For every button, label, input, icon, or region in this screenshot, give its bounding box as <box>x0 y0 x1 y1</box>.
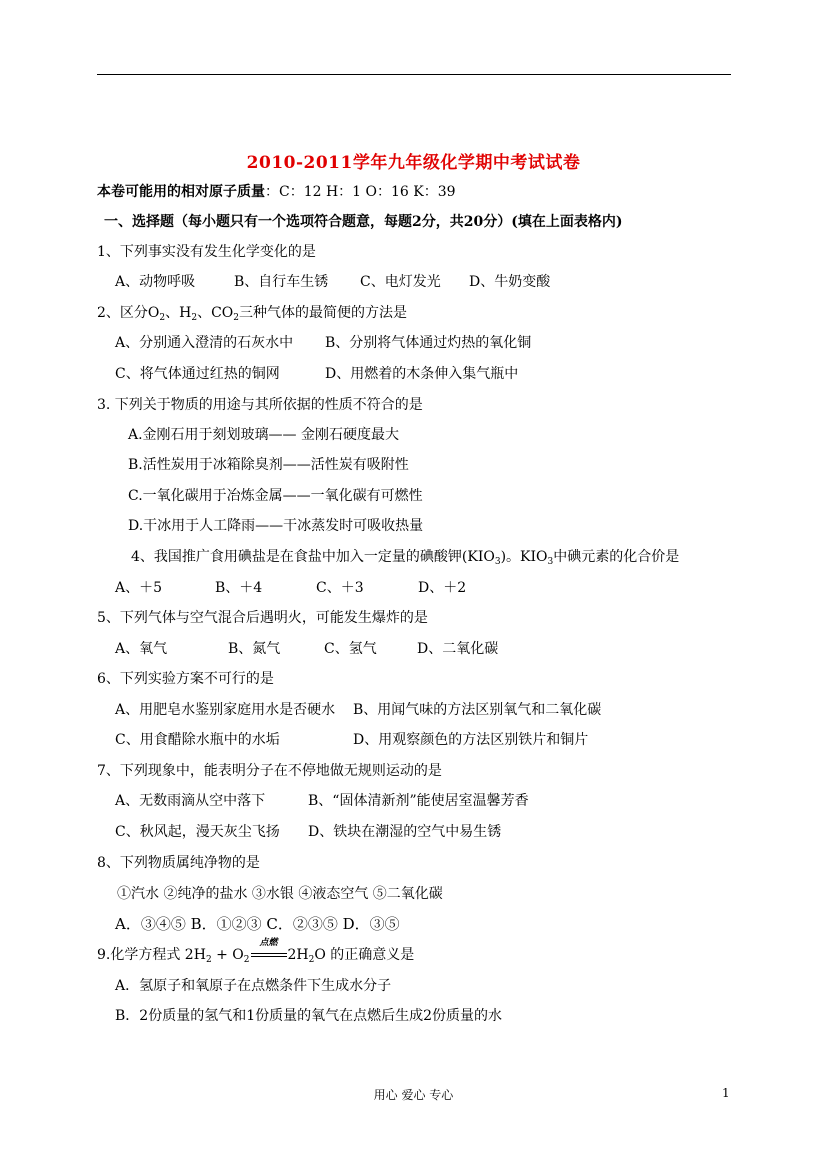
section-heading: 一、选择题（每小题只有一个选项符合题意，每题2分，共20分）(填在上面表格内) <box>104 214 623 230</box>
option-d: D、铁块在潮湿的空气中易生锈 <box>308 824 502 840</box>
question-7-stem: 7、下列现象中，能表明分子在不停地做无规则运动的是 <box>97 763 442 779</box>
option-c: C、将气体通过红热的铜网 <box>115 366 280 382</box>
option-d: D、牛奶变酸 <box>469 274 551 290</box>
question-3-option-d: D.干冰用于人工降雨——干冰蒸发时可吸收热量 <box>128 518 424 534</box>
option-b: B、“固体清新剂”能使居室温馨芳香 <box>308 793 529 809</box>
option-a: A、＋5 <box>115 580 163 596</box>
question-1-stem: 1、下列事实没有发生化学变化的是 <box>97 244 316 260</box>
option-b: B、氮气 <box>228 641 281 657</box>
reaction-arrow <box>251 938 287 962</box>
question-3-stem: 3. 下列关于物质的用途与其所依据的性质不符合的是 <box>97 397 423 413</box>
page-footer: 用心 爱心 专心 <box>373 1088 454 1102</box>
page-title: 2010-2011学年九年级化学期中考试试卷 <box>246 153 581 173</box>
question-9-option-a: A．氢原子和氧原子在点燃条件下生成水分子 <box>115 978 392 994</box>
option-d: D、用燃着的木条伸入集气瓶中 <box>325 366 519 382</box>
option-a: A、无数雨滴从空中落下 <box>115 793 266 809</box>
question-3-option-c: C.一氧化碳用于冶炼金属——一氧化碳有可燃性 <box>128 488 423 504</box>
question-4-stem: 4、我国推广食用碘盐是在食盐中加入一定量的碘酸钾$(KIO_3)$。$KIO_3$中碘元素的化合价是 <box>131 549 680 567</box>
option-c: C、氢气 <box>324 641 377 657</box>
question-3-option-b: B.活性炭用于冰箱除臭剂——活性炭有吸附性 <box>128 457 409 473</box>
option-c: C、用食醋除水瓶中的水垢 <box>115 732 280 748</box>
question-8-items: ①汽水 ②纯净的盐水 ③水银 ④液态空气 ⑤二氧化碳 <box>117 886 443 902</box>
question-6-stem: 6、下列实验方案不可行的是 <box>97 671 274 687</box>
question-5-stem: 5、下列气体与空气混合后遇明火，可能发生爆炸的是 <box>97 610 428 626</box>
option-d: D、二氧化碳 <box>417 641 499 657</box>
option-b: B、＋4 <box>215 580 263 596</box>
question-8-stem: 8、下列物质属纯净物的是 <box>97 855 260 871</box>
header-rule <box>97 74 731 75</box>
option-b: B、用闻气味的方法区别氧气和二氧化碳 <box>353 702 602 718</box>
option-b: B、自行车生锈 <box>234 274 329 290</box>
option-d: D、用观察颜色的方法区别铁片和铜片 <box>353 732 589 748</box>
option-c: C、＋3 <box>316 580 364 596</box>
option-a: A、氧气 <box>115 641 168 657</box>
option-c: C、电灯发光 <box>360 274 441 290</box>
question-3-option-a: A.金刚石用于刻划玻璃—— 金刚石硬度最大 <box>128 427 400 443</box>
option-a: A、分别通入澄清的石灰水中 <box>115 335 294 351</box>
question-2-stem: 2、区分$O_2$、$H_2$、$CO_2$三种气体的最简便的方法是 <box>97 305 408 323</box>
option-c: C、秋风起，漫天灰尘飞扬 <box>115 824 280 840</box>
question-8-options: A．③④⑤ B．①②③ C．②③⑤ D．③⑤ <box>115 915 400 933</box>
option-a: A、动物呼吸 <box>115 274 196 290</box>
question-9-option-b: B．2份质量的氢气和1份质量的氧气在点燃后生成2份质量的水 <box>115 1008 503 1024</box>
reaction-condition: 点燃 <box>259 938 278 948</box>
atomic-mass-values: ：C：12 H：1 O：16 K：39 <box>265 184 456 200</box>
option-d: D、＋2 <box>418 580 467 596</box>
option-a: A、用肥皂水鉴别家庭用水是否硬水 <box>115 702 336 718</box>
question-9-stem: 9.化学方程式 $2H_2 + O_2$ 点燃 $2H_2O$ 的正确意义是 <box>97 938 415 965</box>
atomic-mass-line <box>97 183 456 201</box>
option-b: B、分别将气体通过灼热的氧化铜 <box>325 335 532 351</box>
page-number: 1 <box>722 1086 730 1100</box>
atomic-mass-label: 本卷可能用的相对原子质量 <box>97 184 265 200</box>
